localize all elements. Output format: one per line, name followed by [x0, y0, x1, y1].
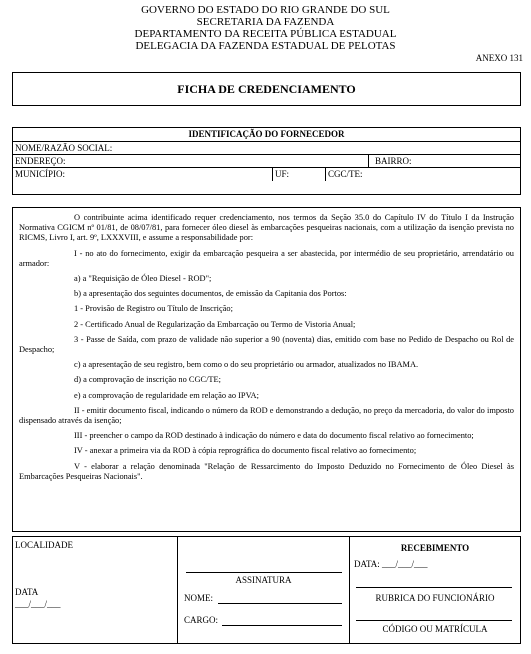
declaration-text	[12, 207, 521, 532]
field-nome-row[interactable]	[13, 142, 520, 155]
paragraph-iv: IV - anexar a primeira via da ROD à cópia reprográfica do documento fiscal relativo ao fornecimento;	[74, 446, 417, 456]
paragraph-c: c) a apresentação de seu registro, bem como o do seu proprietário ou armador, atualizados no IBAMA.	[74, 360, 419, 370]
paragraph-i: I - no ato do fornecimento, exigir da embarcação pesqueira a ser abastecida, por intermédio de seu proprietário, arrendatário ou armador:	[19, 248, 514, 268]
codigo-line[interactable]	[356, 620, 512, 621]
cargo-field[interactable]	[222, 625, 342, 626]
localidade-label: LOCALIDADE	[15, 540, 73, 550]
annex-number: ANEXO 131	[475, 53, 523, 63]
header-delegacia: DELEGACIA DA FAZENDA ESTADUAL DE PELOTAS	[135, 40, 396, 52]
recebimento-label: RECEBIMENTO	[400, 543, 470, 553]
paragraph-e: e) a comprovação de regularidade em relação ao IPVA;	[74, 390, 259, 400]
paragraph-a: a) a "Requisição de Óleo Diesel - ROD";	[74, 274, 212, 284]
codigo-label: CÓDIGO OU MATRÍCULA	[382, 624, 488, 634]
nome-label: NOME:	[184, 593, 213, 603]
field-bairro-label: BAIRRO:	[375, 156, 412, 166]
signature-section	[178, 537, 350, 643]
paragraph-intro: O contribuinte acima identificado requer credenciamento, nos termos da Seção 35.0 do Capítulo IV do Título I da Instrução Normativa CGICM nº 01/81, de 08/07/81, para fornecer óleo diesel às embarcações pesqueiras nacionais, com a utilização da isenção prevista no RICMS, Livro I, art. 9º, LXXXVIII, e assume a responsabilidade por:	[19, 213, 514, 243]
data-label: DATA	[15, 587, 39, 597]
field-municipio-label: MUNICÍPIO:	[15, 169, 66, 179]
nome-field[interactable]	[218, 603, 342, 604]
paragraph-v: V - elaborar a relação denominada "Relação de Ressarcimento do Imposto Deduzido no Fornecimento de Óleo Diesel às Embarcações Pesqueiras Nacionais".	[19, 461, 514, 481]
rubrica-line[interactable]	[356, 587, 512, 588]
supplier-identification	[12, 127, 521, 195]
signature-block	[12, 536, 521, 644]
field-endereco-row[interactable]	[13, 155, 520, 168]
signature-line[interactable]	[186, 572, 342, 573]
field-municipio-row[interactable]	[13, 168, 520, 181]
locality-section	[13, 537, 178, 643]
header-secretaria: SECRETARIA DA FAZENDA	[196, 16, 335, 28]
header-departamento: DEPARTAMENTO DA RECEITA PÚBLICA ESTADUAL	[134, 28, 397, 40]
data-receb-field[interactable]: DATA: ___/___/___	[354, 559, 428, 569]
assinatura-label: ASSINATURA	[235, 575, 292, 585]
form-title: FICHA DE CREDENCIAMENTO	[12, 72, 521, 106]
paragraph-iii: III - preencher o campo da ROD destinado à indicação do número e data do documento fiscal relativo ao fornecimento;	[74, 431, 474, 441]
paragraph-b: b) a apresentação dos seguintes documentos, de emissão da Capitania dos Portos:	[74, 289, 347, 299]
paragraph-b1: 1 - Provisão de Registro ou Título de Inscrição;	[74, 304, 233, 314]
supplier-heading-text: IDENTIFICAÇÃO DO FORNECEDOR	[188, 129, 345, 139]
rubrica-label: RUBRICA DO FUNCIONÁRIO	[375, 593, 495, 603]
field-uf-label: UF:	[275, 169, 290, 179]
paragraph-ii: II - emitir documento fiscal, indicando o número da ROD e demonstrando a dedução, no preço da mercadoria, do valor do imposto dispensado através da isenção;	[19, 405, 514, 426]
field-endereco-label: ENDEREÇO:	[15, 156, 66, 166]
divider	[325, 168, 326, 181]
divider	[272, 168, 273, 181]
field-nome-label: NOME/RAZÃO SOCIAL:	[15, 143, 113, 153]
paragraph-d: d) a comprovação de inscrição no CGC/TE;	[74, 375, 221, 385]
field-cgc-label: CGC/TE:	[328, 169, 363, 179]
divider	[368, 155, 369, 167]
cargo-label: CARGO:	[184, 615, 219, 625]
supplier-heading	[13, 128, 520, 142]
header-government: GOVERNO DO ESTADO DO RIO GRANDE DO SUL	[141, 4, 390, 16]
receipt-section	[350, 537, 520, 643]
data-blank[interactable]: ___/___/___	[15, 599, 61, 609]
paragraph-b2: 2 - Certificado Anual de Regularização da Embarcação ou Termo de Vistoria Anual;	[74, 319, 356, 329]
paragraph-b3: 3 - Passe de Saída, com prazo de validade não superior a 90 (noventa) dias, emitido com base no Pedido de Despacho ou Rol de Despacho;	[19, 334, 514, 355]
